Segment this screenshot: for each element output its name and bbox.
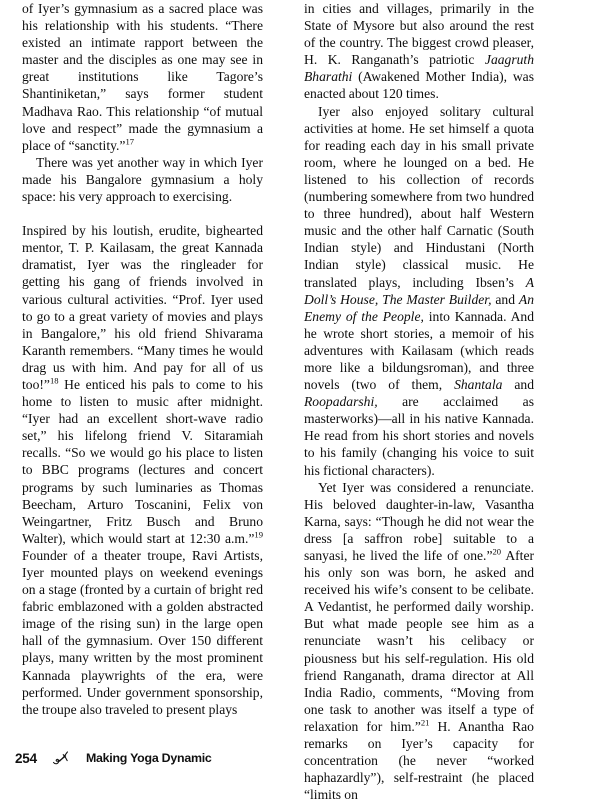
footnote-reference: 18 [49,375,59,386]
paragraph-inspired-by-kailasam: Inspired by his loutish, erudite, bighearted mentor, T. P. Kailasam, the great Kannada dramatist, Iyer was the ringleader for getting his gang of friends involved in various cultural activities. “Prof. Iyer used to go to a great variety of movies and plays in Bangalore,” his old friend Shivarama Karanth remembers. “Many times he would drag us with him. And pay for all of us too!”$^{18}$ He enticed his pals to come to his home to listen to music after midnight. “Iyer had an excellent short-wave radio set,” his lifelong friend V. Sitaramiah recalls. “So we would go his place to listen to BBC programs (lectures and concert programs by such luminaries as Thomas Beecham, Arturo Toscanini, Felix von Weingartner, Fritz Busch and Bruno Walter), which would start at 12:30 a.m.”$^{19}$ Founder of a theater troupe, Ravi Artists, Iyer mounted plays on weekend evenings on a stage (fronted by a curtain of bright red fabric emblazoned with a golden abstracted image of the rising sun) in the large open hall of the gymnasium. Over 150 different plays, many written by the most prominent Kannada playwrights of the era, were performed. Under government sponsorship, the troupe also traveled to present plays [22,223,263,717]
left-text-column [0,0,271,717]
paragraph-continued-from-previous-page: of Iyer’s gymnasium as a sacred place was his relationship with his students. “There existed an intimate rapport between the master and the disciples as one may see in great institutions like Tagore’s Shantiniketan,” says former student Madhava Rao. This relationship “of mutual love and respect” made the gymnasium a place of “sanctity.”$^{17}$ [22,1,263,153]
paragraph-renunciate: Yet Iyer was considered a renunciate. His beloved daughter-in-law, Vasantha Karna, says: “Though he did not wear the dress [a saffron robe] suitable to a sanyasi, he lived the life of one.”$^{20}$ After his only son was born, he asked and received his wife’s consent to be celibate. A Vedantist, he performed daily worship. But what made people see him as a renunciate wasn’t his celibacy or piousness but his self-regulation. His old friend Ranganath, drama director at All India Radio, comments, “Moving from one task to another was itself a type of relaxation for him.”$^{21}$ H. Anantha Rao remarks on Iyer’s capacity for concentration (he never “worked haphazardly”), self-restraint (he placed “limits on [304,479,534,803]
footnote-reference: 20 [492,546,502,557]
right-text-column [271,0,542,803]
page-footer [0,744,600,772]
footnote-reference: 17 [125,136,135,147]
page-number: 254 [15,750,37,766]
italic-title: Jaagruth Bharathi [304,52,534,85]
italic-title: An Enemy of the People, [304,291,534,324]
paragraph-solitary-cultural-activities: Iyer also enjoyed solitary cultural activities at home. He set himself a quota for reading each day in his small private room, where he lounged on a bed. He listened to his collection of records (numbering somewhere from two hundred to three hundred), about half Western music and the other half Carnatic (South Indian style) and Hindustani (North Indian style) classical music. He translated plays, including Ibsen’s A Doll’s House, The Master Builder, and An Enemy of the People, into Kannada. And he wrote short stories, a memoir of his adventures with Kailasam (which reads more like a bildungsroman), and three novels (two of them, Shantala and Roopadarshi, are acclaimed as masterworks)—all in his native Kannada. He read from his short stories and novels to his family (changing his voice to suit his fictional characters). [304,103,534,478]
paragraph-holy-space: There was yet another way in which Iyer made his Bangalore gymnasium a holy space: his very approach to exercising. [22,154,263,205]
italic-title: A Doll’s House, The Master Builder, [304,274,534,307]
footnote-reference: 19 [254,529,263,540]
footnote-reference: 21 [420,717,430,728]
paragraph-cities-and-villages: in cities and villages, primarily in the State of Mysore but also around the rest of the country. The biggest crowd pleaser, H. K. Ranganath’s patriotic Jaagruth Bharathi (Awakened Mother India), was enacted about 120 times. [304,1,534,102]
italic-title: Shantala [454,377,503,393]
running-head-title: Making Yoga Dynamic [85,751,212,765]
italic-title: Roopadarshi, [304,394,378,410]
flourish-ornament-icon [51,750,73,766]
